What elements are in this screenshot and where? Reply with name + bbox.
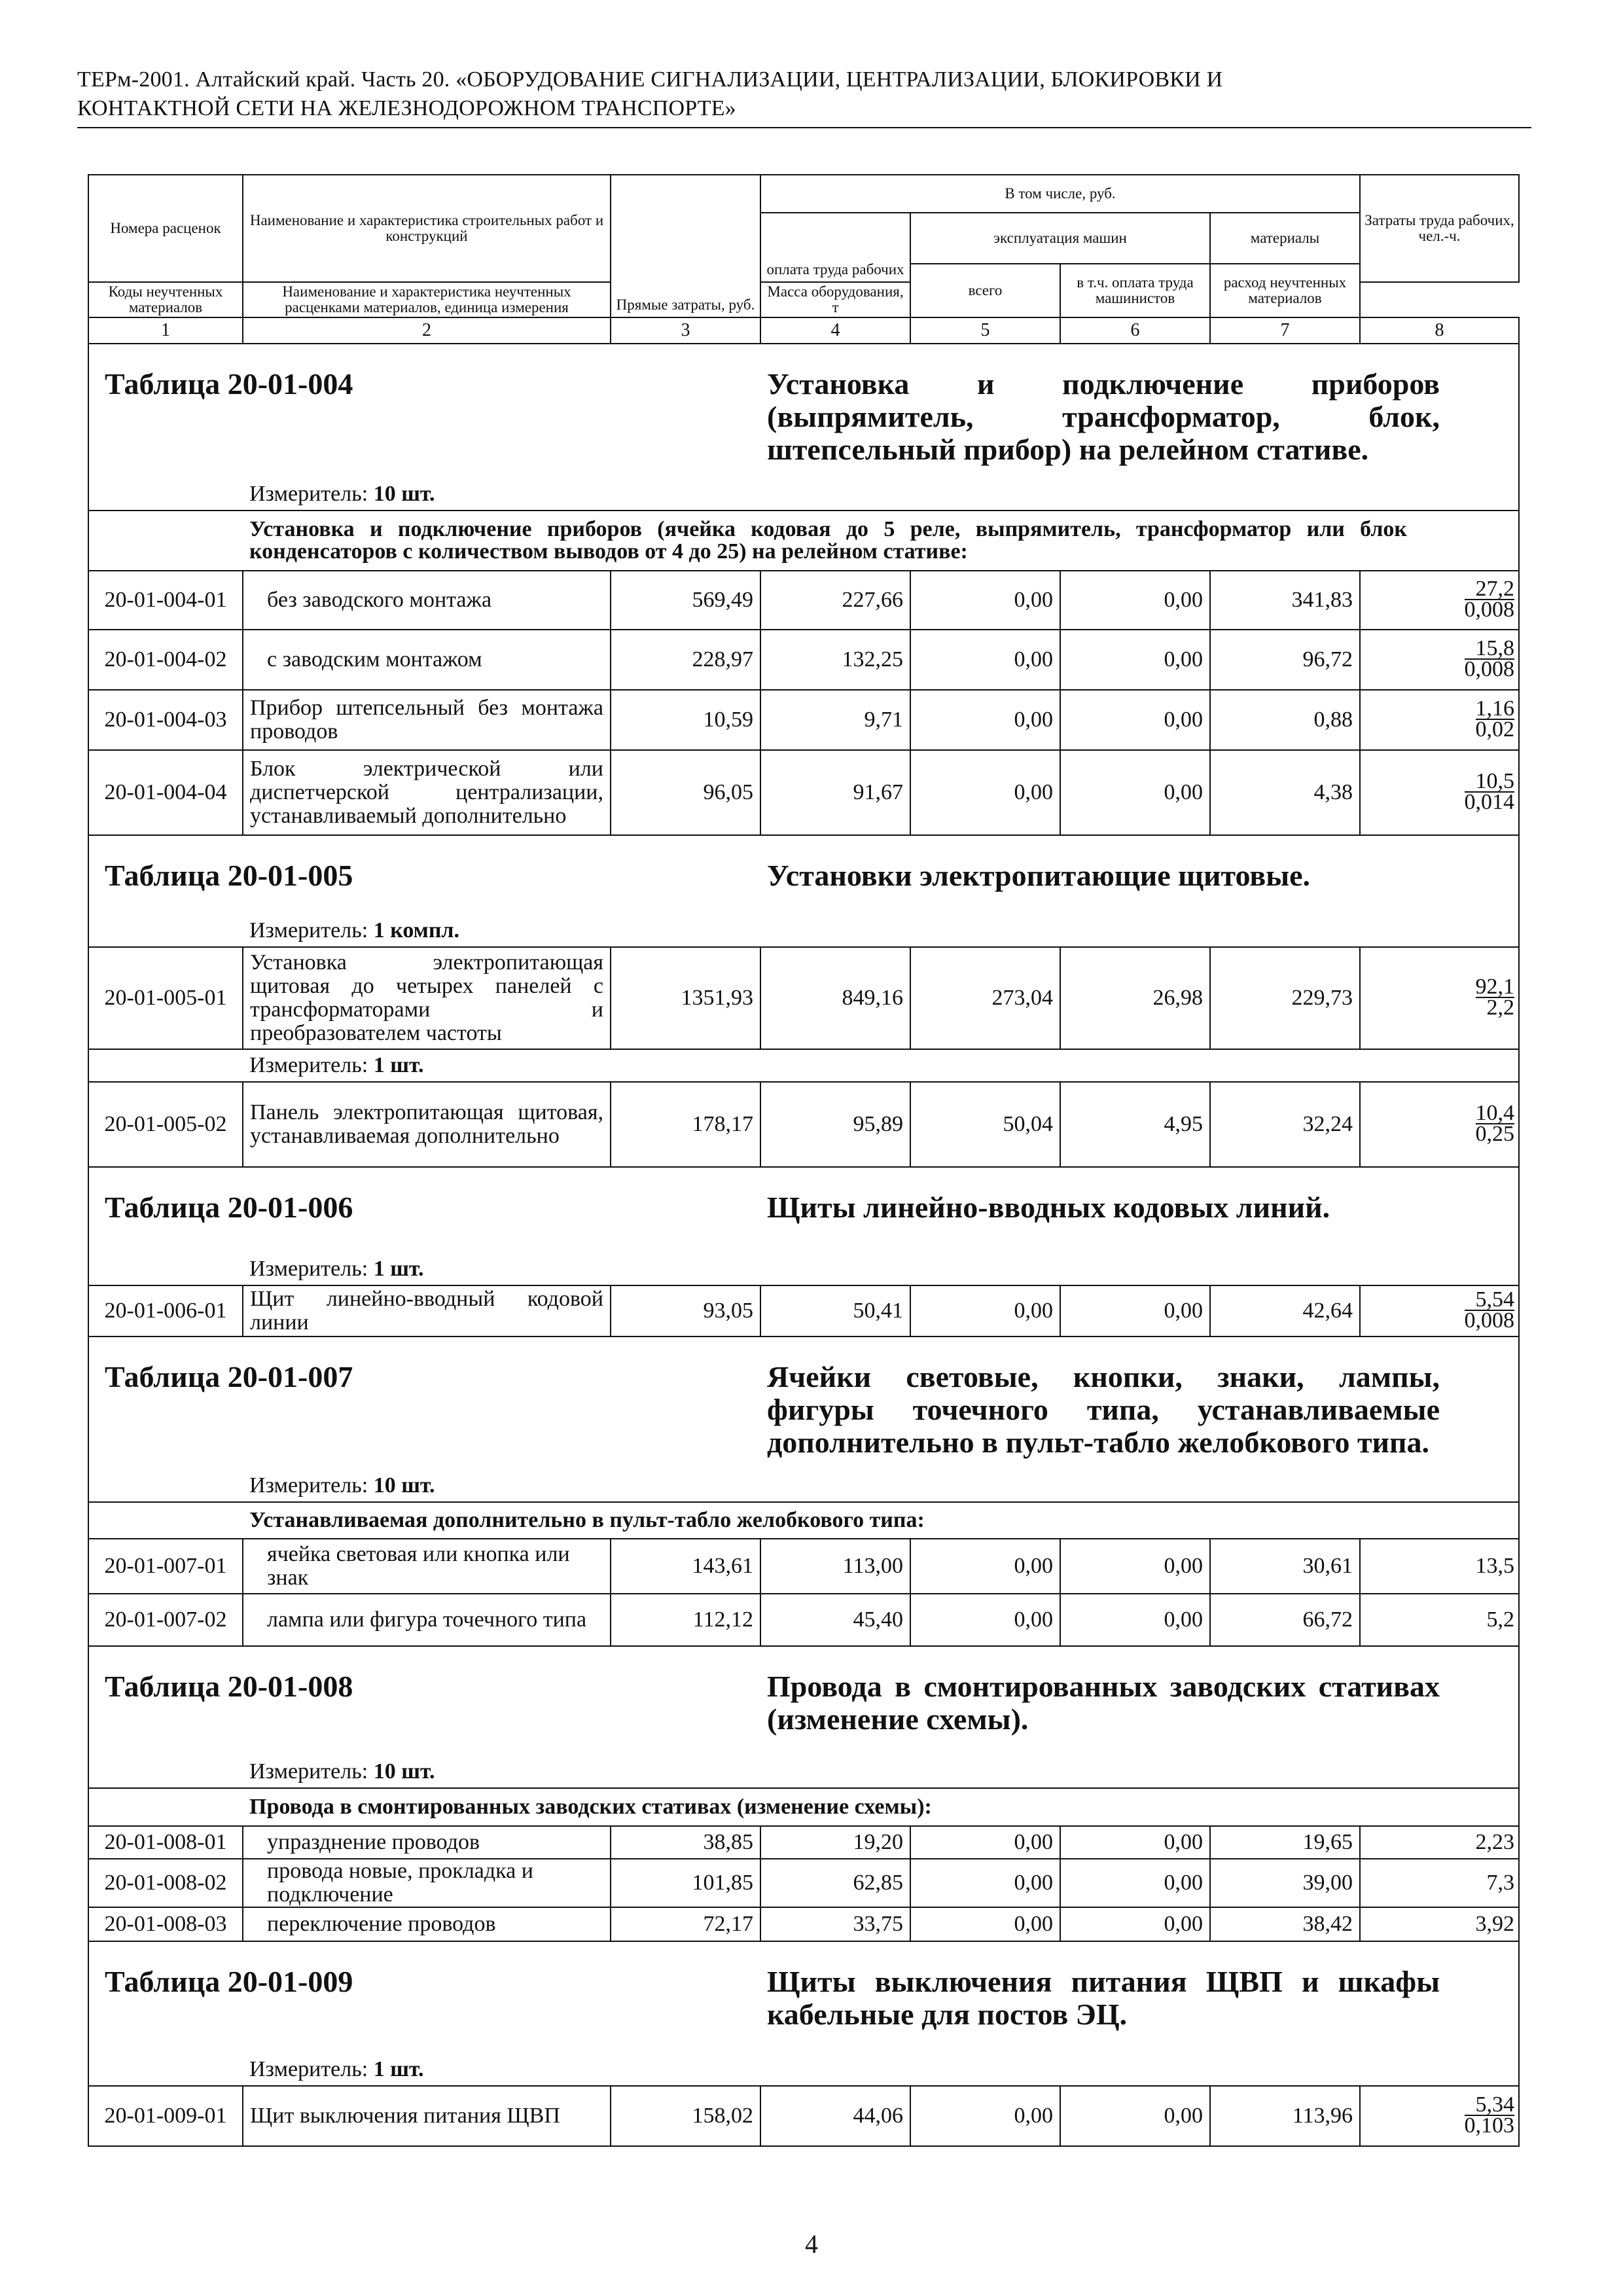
machines-total: 273,04 [910,947,1060,1049]
measure-cell [243,918,1519,947]
direct-cost: 93,05 [611,1285,760,1336]
labor-mass-fraction [1475,1100,1515,1146]
col-header-mat-usage: расход неучтенных материалов [1210,264,1360,317]
measure-row [88,1759,1519,1788]
materials-cost: 39,00 [1210,1859,1360,1907]
rate-code: 20-01-009-01 [88,2086,243,2146]
equipment-mass: 0,02 [1475,717,1515,742]
rate-code: 20-01-006-01 [88,1285,243,1336]
section-id: Таблица 20-01-008 [88,1646,760,1759]
labor-mass-cell [1360,1285,1519,1336]
rate-code: 20-01-004-01 [88,571,243,630]
machines-total: 0,00 [910,1859,1060,1907]
col-header-including: В том числе, руб. [760,175,1360,213]
materials-cost: 341,83 [1210,571,1360,630]
table-row [88,630,1519,690]
rate-code: 20-01-004-04 [88,750,243,835]
section-title: Установки электропитающие щитовые. [760,835,1519,918]
labor-pay: 95,89 [760,1082,910,1167]
section-id: Таблица 20-01-006 [88,1167,760,1256]
measure-spacer [88,1759,243,1788]
materials-cost: 32,24 [1210,1082,1360,1167]
machines-total: 50,04 [910,1082,1060,1167]
labor-pay: 50,41 [760,1285,910,1336]
labor-mass-cell [1360,2086,1519,2146]
subheading-text: Устанавливаемая дополнительно в пульт-табло желобкового типа: [243,1502,1519,1539]
work-name: ячейка световая или кнопка или знак [243,1539,611,1594]
machinists-pay: 26,98 [1060,947,1210,1049]
col-number: 3 [611,317,760,344]
section-title-row [88,1167,1519,1256]
subheading-spacer [88,511,243,571]
machines-total: 0,00 [910,1539,1060,1594]
labor-mass-cell [1360,947,1519,1049]
labor-pay: 132,25 [760,630,910,690]
section-id: Таблица 20-01-005 [88,835,760,918]
table-row [88,1859,1519,1907]
measure-spacer [88,1256,243,1285]
rate-code: 20-01-008-03 [88,1907,243,1941]
col-header-name: Наименование и характеристика строительных работ и конструкций [243,175,611,282]
col-number: 8 [1360,317,1519,344]
table-row [88,1594,1519,1646]
direct-cost: 112,12 [611,1594,760,1646]
measure-cell [243,1256,1519,1285]
materials-cost: 4,38 [1210,750,1360,835]
labor-hours: 10,5 [1465,772,1515,793]
subheading-spacer [88,1788,243,1826]
measure-label: Измеритель: [249,918,368,942]
labor-pay: 45,40 [760,1594,910,1646]
work-name: лампа или фигура точечного типа [243,1594,611,1646]
materials-cost: 30,61 [1210,1539,1360,1594]
measure-row [88,481,1519,511]
work-name: Блок электрической или диспетчерской централизации, устанавливаемый дополнительно [243,750,611,835]
section-title-row [88,1336,1519,1473]
labor-hours: 7,3 [1360,1859,1519,1907]
measure-label: Измеритель: [249,1759,368,1784]
labor-pay: 849,16 [760,947,910,1049]
measure-value: 1 компл. [373,918,460,942]
machinists-pay: 0,00 [1060,630,1210,690]
rate-code: 20-01-005-02 [88,1082,243,1167]
labor-hours: 27,2 [1465,579,1515,600]
materials-cost: 19,65 [1210,1826,1360,1859]
section-title: Щиты выключения питания ЩВП и шкафы кабельные для постов ЭЦ. [760,1941,1519,2056]
labor-hours: 13,5 [1360,1539,1519,1594]
machinists-pay: 0,00 [1060,2086,1210,2146]
table-row [88,1826,1519,1859]
labor-hours: 1,16 [1475,696,1515,721]
header-line-2: КОНТАКТНОЙ СЕТИ НА ЖЕЛЕЗНОДОРОЖНОМ ТРАНСПОРТЕ» [77,96,736,120]
machines-total: 0,00 [910,1285,1060,1336]
materials-cost: 0,88 [1210,690,1360,750]
work-name: провода новые, прокладка и подключение [243,1859,611,1907]
work-name: без заводского монтажа [243,571,611,630]
materials-cost: 229,73 [1210,947,1360,1049]
measure-cell [243,1759,1519,1788]
labor-mass-cell [1360,571,1519,630]
col-header-mat-name: Наименование и характеристика неучтенных расценками материалов, единица измерения [243,282,611,317]
table-row [88,690,1519,750]
labor-mass-cell [1360,630,1519,690]
measure-label: Измеритель: [249,1257,368,1281]
materials-cost: 66,72 [1210,1594,1360,1646]
machinists-pay: 0,00 [1060,1907,1210,1941]
table-row [88,750,1519,835]
direct-cost: 569,49 [611,571,760,630]
direct-cost: 143,61 [611,1539,760,1594]
measure-row [88,1049,1519,1082]
labor-pay: 113,00 [760,1539,910,1594]
labor-mass-fraction [1475,696,1515,742]
work-name: переключение проводов [243,1907,611,1941]
machinists-pay: 0,00 [1060,1826,1210,1859]
col-header-mat-codes: Коды неучтенных материалов [88,282,243,317]
table-row [88,1082,1519,1167]
machinists-pay: 0,00 [1060,1594,1210,1646]
section-id: Таблица 20-01-004 [88,344,760,481]
rate-code: 20-01-007-01 [88,1539,243,1594]
machines-total: 0,00 [910,630,1060,690]
direct-cost: 228,97 [611,630,760,690]
equipment-mass: 2,2 [1486,995,1515,1020]
machinists-pay: 0,00 [1060,1285,1210,1336]
machinists-pay: 0,00 [1060,571,1210,630]
measure-spacer [88,918,243,947]
measure-row [88,1473,1519,1502]
direct-cost: 158,02 [611,2086,760,2146]
col-header-mach-total: всего [910,264,1060,317]
machines-total: 0,00 [910,2086,1060,2146]
labor-pay: 44,06 [760,2086,910,2146]
machines-total: 0,00 [910,750,1060,835]
labor-hours: 92,1 [1475,974,1515,999]
work-name: с заводским монтажом [243,630,611,690]
machinists-pay: 0,00 [1060,1539,1210,1594]
machinists-pay: 0,00 [1060,750,1210,835]
col-header-labor: Затраты труда рабочих, чел.-ч. [1360,175,1519,282]
col-number: 6 [1060,317,1210,344]
machines-total: 0,00 [910,1594,1060,1646]
section-title: Щиты линейно-вводных кодовых линий. [760,1167,1519,1256]
labor-hours: 10,4 [1475,1100,1515,1125]
machines-total: 0,00 [910,690,1060,750]
machinists-pay: 0,00 [1060,690,1210,750]
section-title: Установка и подключение приборов (выпрямитель, трансформатор, блок, штепсельный прибор) на релейном стативе. [760,344,1519,481]
machinists-pay: 0,00 [1060,1859,1210,1907]
direct-cost: 10,59 [611,690,760,750]
machines-total: 0,00 [910,1826,1060,1859]
labor-mass-fraction [1464,1287,1515,1333]
work-name: Щит линейно-вводный кодовой линии [243,1285,611,1336]
section-title-row [88,344,1519,481]
work-name: упразднение проводов [243,1826,611,1859]
page-number: 4 [805,2229,818,2259]
price-table [88,174,1520,2147]
work-name: Прибор штепсельный без монтажа проводов [243,690,611,750]
table-row [88,1907,1519,1941]
measure-value: 10 шт. [373,1759,435,1784]
col-header-materials: материалы [1210,213,1360,264]
col-number: 4 [760,317,910,344]
measure-label: Измеритель: [249,2057,368,2081]
labor-pay: 62,85 [760,1859,910,1907]
machines-total: 0,00 [910,1907,1060,1941]
subheading-text: Установка и подключение приборов (ячейка кодовая до 5 реле, выпрямитель, трансформатор или блок конденсаторов с количеством выводов от 4 до 25) на релейном стативе: [243,511,1519,571]
labor-mass-fraction [1475,974,1515,1020]
col-header-direct: Прямые затраты, руб. [611,175,760,317]
rate-code: 20-01-007-02 [88,1594,243,1646]
measure-spacer [88,1473,243,1502]
labor-pay: 33,75 [760,1907,910,1941]
labor-mass-fraction [1464,768,1515,814]
section-title-row [88,1941,1519,2056]
measure-row [88,1256,1519,1285]
col-header-labor-pay: оплата труда рабочих [760,213,910,282]
labor-mass-fraction [1464,576,1515,622]
col-header-codes: Номера расценок [88,175,243,282]
materials-cost: 42,64 [1210,1285,1360,1336]
subheading-spacer [88,1502,243,1539]
measure-cell [243,1473,1519,1502]
measure-cell [243,481,1519,511]
col-number: 5 [910,317,1060,344]
section-title: Провода в смонтированных заводских стативах (изменение схемы). [760,1646,1519,1759]
measure-spacer [88,1049,243,1082]
measure-row [88,2056,1519,2086]
labor-mass-cell [1360,1082,1519,1167]
work-name: Щит выключения питания ЩВП [243,2086,611,2146]
measure-label: Измеритель: [249,482,368,506]
col-number: 7 [1210,317,1360,344]
machinists-pay: 4,95 [1060,1082,1210,1167]
direct-cost: 72,17 [611,1907,760,1941]
work-name: Установка электропитающая щитовая до четырех панелей с трансформаторами и преобразователем частоты [243,947,611,1049]
labor-pay: 19,20 [760,1826,910,1859]
section-title: Ячейки световые, кнопки, знаки, лампы, фигуры точечного типа, устанавливаемые дополнительно в пульт-табло желобкового типа. [760,1336,1519,1473]
measure-value: 1 шт. [373,2057,424,2081]
measure-value: 10 шт. [373,1473,435,1498]
equipment-mass: 0,008 [1464,1308,1515,1333]
section-id: Таблица 20-01-007 [88,1336,760,1473]
measure-cell [243,1049,1519,1082]
measure-label: Измеритель: [249,1053,368,1077]
col-header-mach-pay: в т.ч. оплата труда машинистов [1060,264,1210,317]
table-row [88,571,1519,630]
measure-value: 1 шт. [373,1053,424,1077]
materials-cost: 113,96 [1210,2086,1360,2146]
materials-cost: 96,72 [1210,630,1360,690]
labor-hours: 15,8 [1465,639,1515,660]
measure-label: Измеритель: [249,1473,368,1498]
labor-mass-fraction [1464,636,1515,681]
subheading-row [88,511,1519,571]
section-title-row [88,835,1519,918]
measure-spacer [88,481,243,511]
labor-hours: 3,92 [1360,1907,1519,1941]
measure-value: 1 шт. [373,1257,424,1281]
rate-code: 20-01-008-02 [88,1859,243,1907]
labor-mass-cell [1360,750,1519,835]
measure-cell [243,2056,1519,2086]
col-number: 1 [88,317,243,344]
measure-spacer [88,2056,243,2086]
table-row [88,2086,1519,2146]
labor-hours: 5,2 [1360,1594,1519,1646]
direct-cost: 1351,93 [611,947,760,1049]
direct-cost: 96,05 [611,750,760,835]
labor-hours: 5,34 [1465,2095,1515,2116]
labor-mass-cell [1360,690,1519,750]
col-number: 2 [243,317,611,344]
col-header-machines: эксплуатация машин [910,213,1210,264]
equipment-mass: 0,014 [1464,789,1515,814]
rate-code: 20-01-004-02 [88,630,243,690]
equipment-mass: 0,103 [1464,2113,1515,2138]
equipment-mass: 0,008 [1464,656,1515,681]
rate-code: 20-01-008-01 [88,1826,243,1859]
section-title-row [88,1646,1519,1759]
labor-hours: 5,54 [1465,1290,1515,1311]
equipment-mass: 0,25 [1475,1121,1515,1146]
header-line-1: ТЕРм-2001. Алтайский край. Часть 20. «ОБОРУДОВАНИЕ СИГНАЛИЗАЦИИ, ЦЕНТРАЛИЗАЦИИ, БЛОКИРОВКИ И [77,67,1223,92]
table-row [88,947,1519,1049]
table-row [88,1285,1519,1336]
machines-total: 0,00 [910,571,1060,630]
rate-code: 20-01-005-01 [88,947,243,1049]
direct-cost: 178,17 [611,1082,760,1167]
labor-hours: 2,23 [1360,1826,1519,1859]
subheading-row [88,1502,1519,1539]
document-header [77,65,1531,128]
labor-pay: 91,67 [760,750,910,835]
labor-mass-fraction [1464,2092,1515,2138]
section-id: Таблица 20-01-009 [88,1941,760,2056]
subheading-row [88,1788,1519,1826]
work-name: Панель электропитающая щитовая, устанавливаемая дополнительно [243,1082,611,1167]
direct-cost: 38,85 [611,1826,760,1859]
table-row [88,1539,1519,1594]
materials-cost: 38,42 [1210,1907,1360,1941]
measure-row [88,918,1519,947]
labor-pay: 227,66 [760,571,910,630]
direct-cost: 101,85 [611,1859,760,1907]
rate-code: 20-01-004-03 [88,690,243,750]
measure-value: 10 шт. [373,482,435,506]
labor-pay: 9,71 [760,690,910,750]
equipment-mass: 0,008 [1464,597,1515,622]
subheading-text: Провода в смонтированных заводских стативах (изменение схемы): [243,1788,1519,1826]
col-header-mass: Масса оборудования, т [760,282,910,317]
